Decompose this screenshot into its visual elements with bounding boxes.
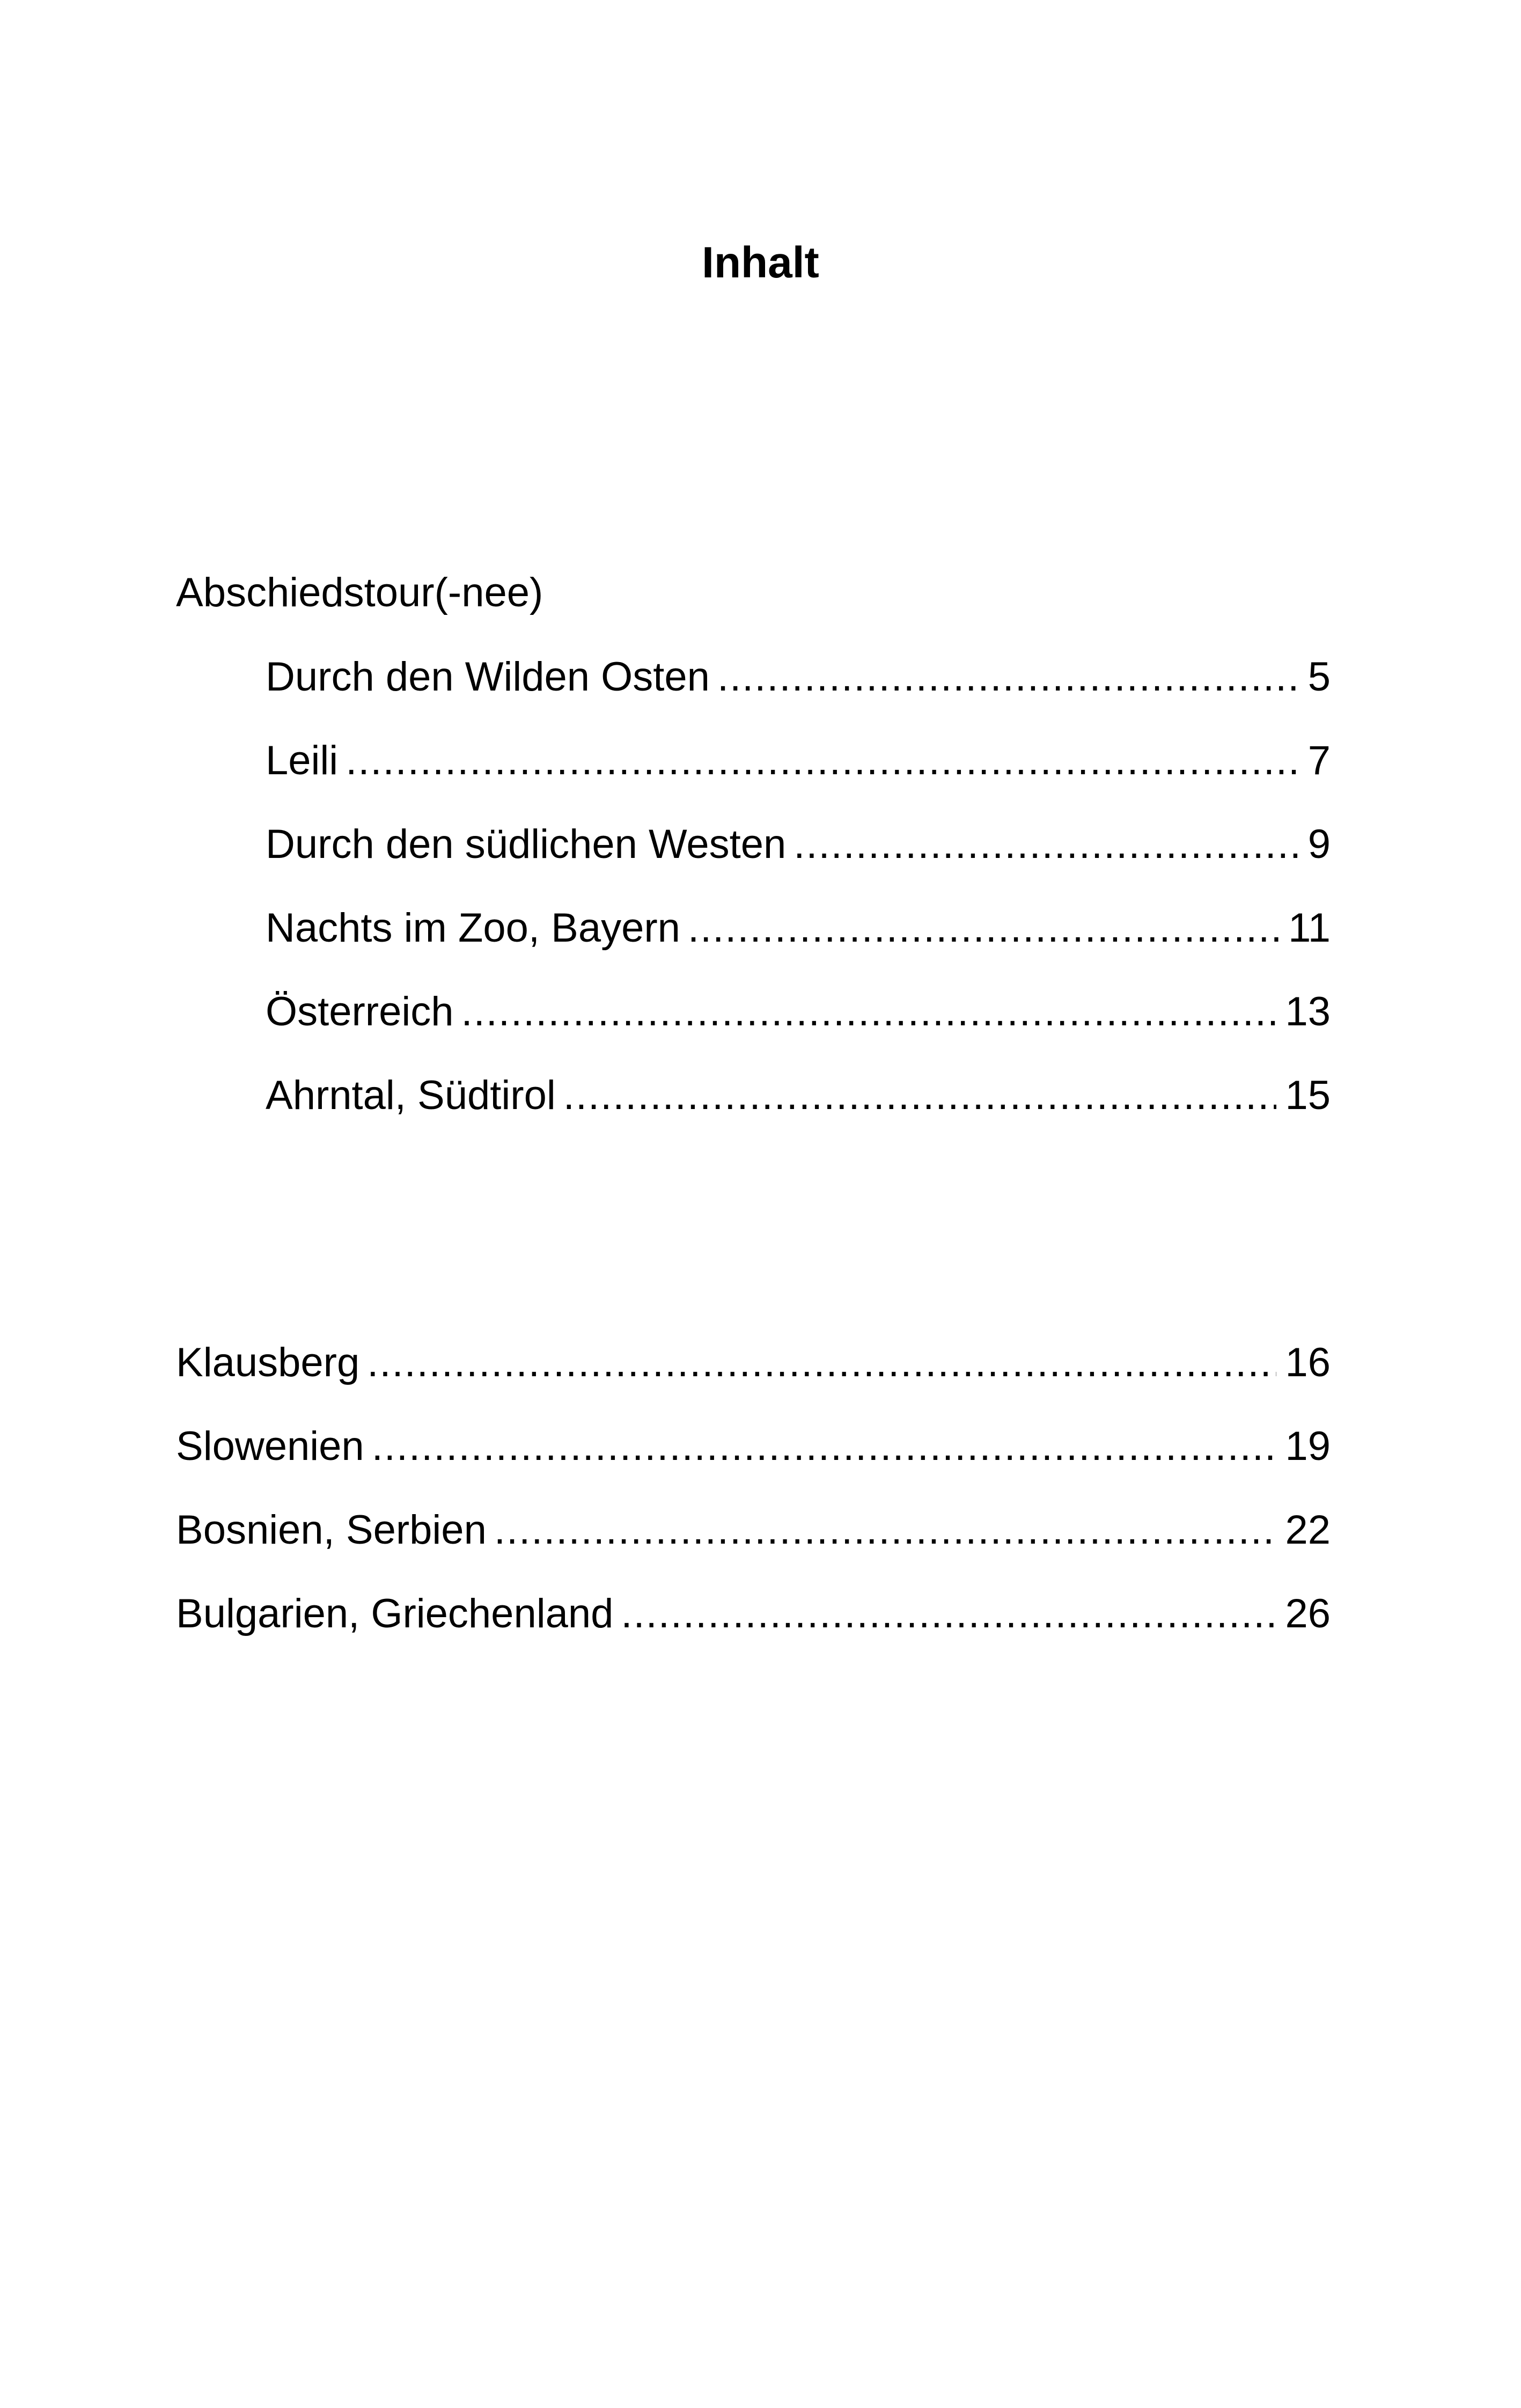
toc-entry	[176, 1336, 1331, 1390]
dot-leader	[346, 734, 1299, 788]
toc-entry	[266, 901, 1331, 955]
toc-entry	[266, 985, 1331, 1039]
toc-entry	[266, 1069, 1331, 1122]
toc-entry-label: Bulgarien, Griechenland	[176, 1591, 614, 1636]
toc-entry	[176, 1503, 1331, 1557]
dot-leader	[494, 1503, 1277, 1557]
toc-entry-page: 15	[1285, 1073, 1331, 1118]
toc-entry-page: 22	[1285, 1507, 1331, 1553]
toc-entry-page: 5	[1307, 654, 1331, 700]
toc-entry	[266, 650, 1331, 704]
toc-entry-label: Slowenien	[176, 1423, 364, 1469]
dot-leader	[688, 901, 1280, 955]
toc-entry-label: Durch den südlichen Westen	[266, 821, 787, 867]
toc-entry-label: Ahrntal, Südtirol	[266, 1073, 556, 1118]
toc-entry-page: 16	[1285, 1340, 1331, 1385]
dot-leader	[621, 1587, 1276, 1641]
page-title: Inhalt	[702, 238, 819, 287]
toc-entry-page: 7	[1307, 738, 1331, 783]
toc-entry-page: 13	[1285, 989, 1331, 1034]
toc-entry-label: Leili	[266, 738, 339, 783]
dot-leader	[367, 1336, 1276, 1390]
toc-entry-label: Österreich	[266, 989, 454, 1034]
section-heading: Abschiedstour(-nee)	[176, 570, 543, 615]
toc-entry-page: 9	[1307, 821, 1331, 867]
dot-leader	[793, 818, 1299, 871]
dot-leader	[372, 1420, 1277, 1473]
toc-entry-label: Durch den Wilden Osten	[266, 654, 710, 700]
toc-entry-page: 11	[1288, 905, 1331, 951]
toc-entry-page: 19	[1285, 1423, 1331, 1469]
toc-entry	[266, 818, 1331, 871]
toc-entry	[266, 734, 1331, 788]
toc-entry	[176, 1420, 1331, 1473]
toc-entry-label: Bosnien, Serbien	[176, 1507, 487, 1553]
toc-entry-label: Klausberg	[176, 1340, 360, 1385]
toc-entry-page: 26	[1285, 1591, 1331, 1636]
toc-entry	[176, 1587, 1331, 1641]
dot-leader	[461, 985, 1277, 1039]
dot-leader	[563, 1069, 1277, 1122]
toc-entry-label: Nachts im Zoo, Bayern	[266, 905, 680, 951]
dot-leader	[717, 650, 1299, 704]
